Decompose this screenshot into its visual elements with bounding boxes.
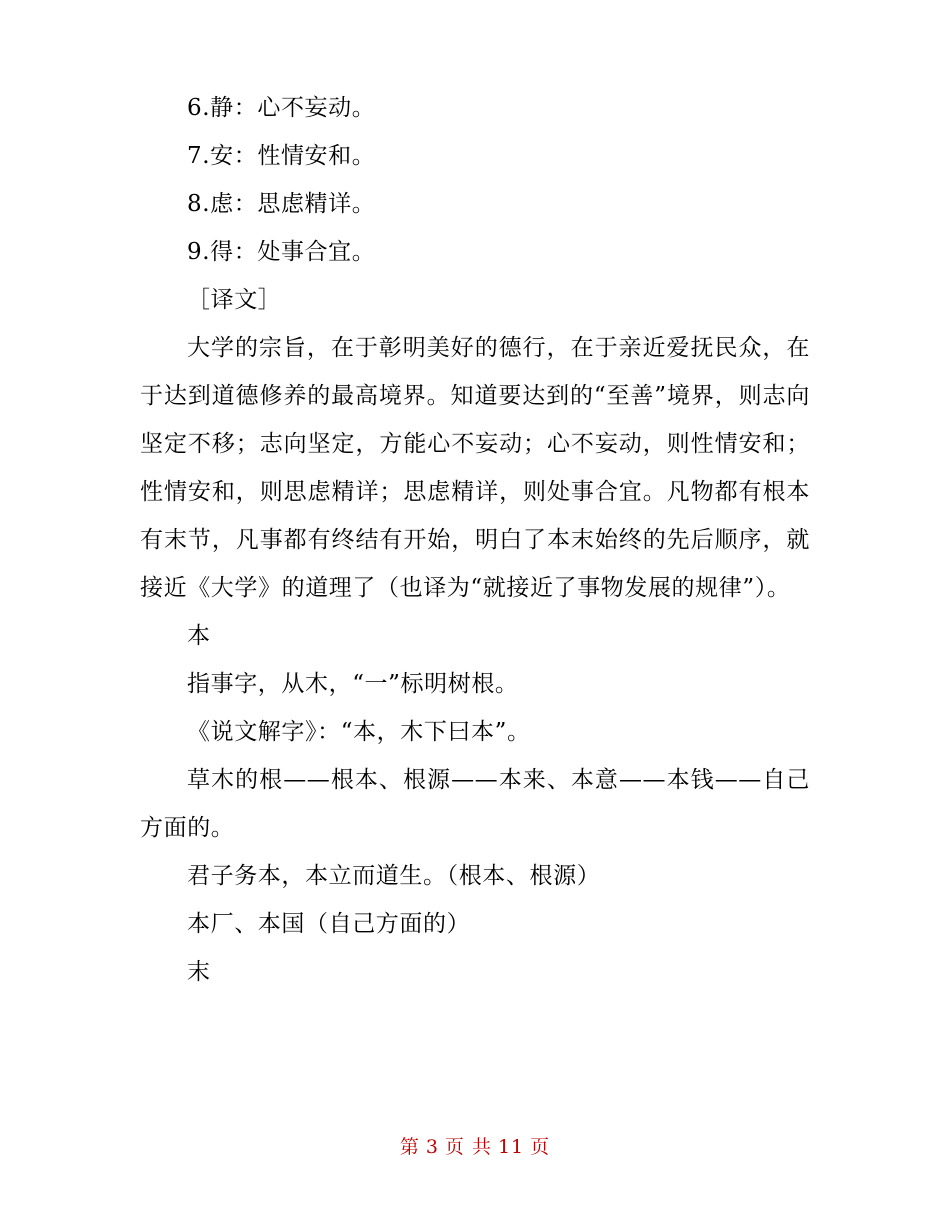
definition-an: 7.安：性情安和。 bbox=[187, 143, 376, 169]
character-mo-heading: 末 bbox=[187, 959, 211, 985]
ben-example-junzi: 君子务本，本立而道生。（根本、根源） bbox=[187, 863, 601, 889]
translation-paragraph: 大学的宗旨，在于彰明美好的德行，在于亲近爱抚民众，在于达到道德修养的最高境界。知道要达到的“至善”境界，则志向坚定不移；志向坚定，方能心不妄动；心不妄动，则性情安和；性情安和，则思虑精详；思虑精详，则处事合宜。凡物都有根本有末节，凡事都有终结有开始，明白了本末始终的先后顺序，就接近《大学》的道理了（也译为“就接近了事物发展的规律”）。 bbox=[140, 335, 810, 601]
definition-lv: 8.虑：思虑精详。 bbox=[187, 191, 376, 217]
footer-prefix: 第 bbox=[399, 1136, 420, 1158]
page-footer bbox=[0, 1132, 950, 1159]
footer-page-number: 3 bbox=[425, 1136, 439, 1158]
ben-example-benchang: 本厂、本国（自己方面的） bbox=[187, 911, 471, 937]
translation-heading: ［译文］ bbox=[187, 287, 282, 313]
definition-de: 9.得：处事合宜。 bbox=[187, 239, 376, 265]
shuowen-quote: 《说文解字》：“本，木下曰本”。 bbox=[187, 719, 531, 745]
footer-total-pages: 11 bbox=[497, 1136, 525, 1158]
character-ben-heading: 本 bbox=[187, 623, 211, 649]
footer-suffix: 页 bbox=[530, 1136, 551, 1158]
ben-explanation: 指事字，从木，“一”标明树根。 bbox=[187, 671, 519, 697]
definition-jing: 6.静：心不妄动。 bbox=[187, 95, 376, 121]
footer-middle: 页 共 bbox=[444, 1136, 492, 1158]
document-body bbox=[140, 84, 810, 996]
ben-meaning-chain: 草木的根——根本、根源——本来、本意——本钱——自己方面的。 bbox=[140, 767, 810, 841]
